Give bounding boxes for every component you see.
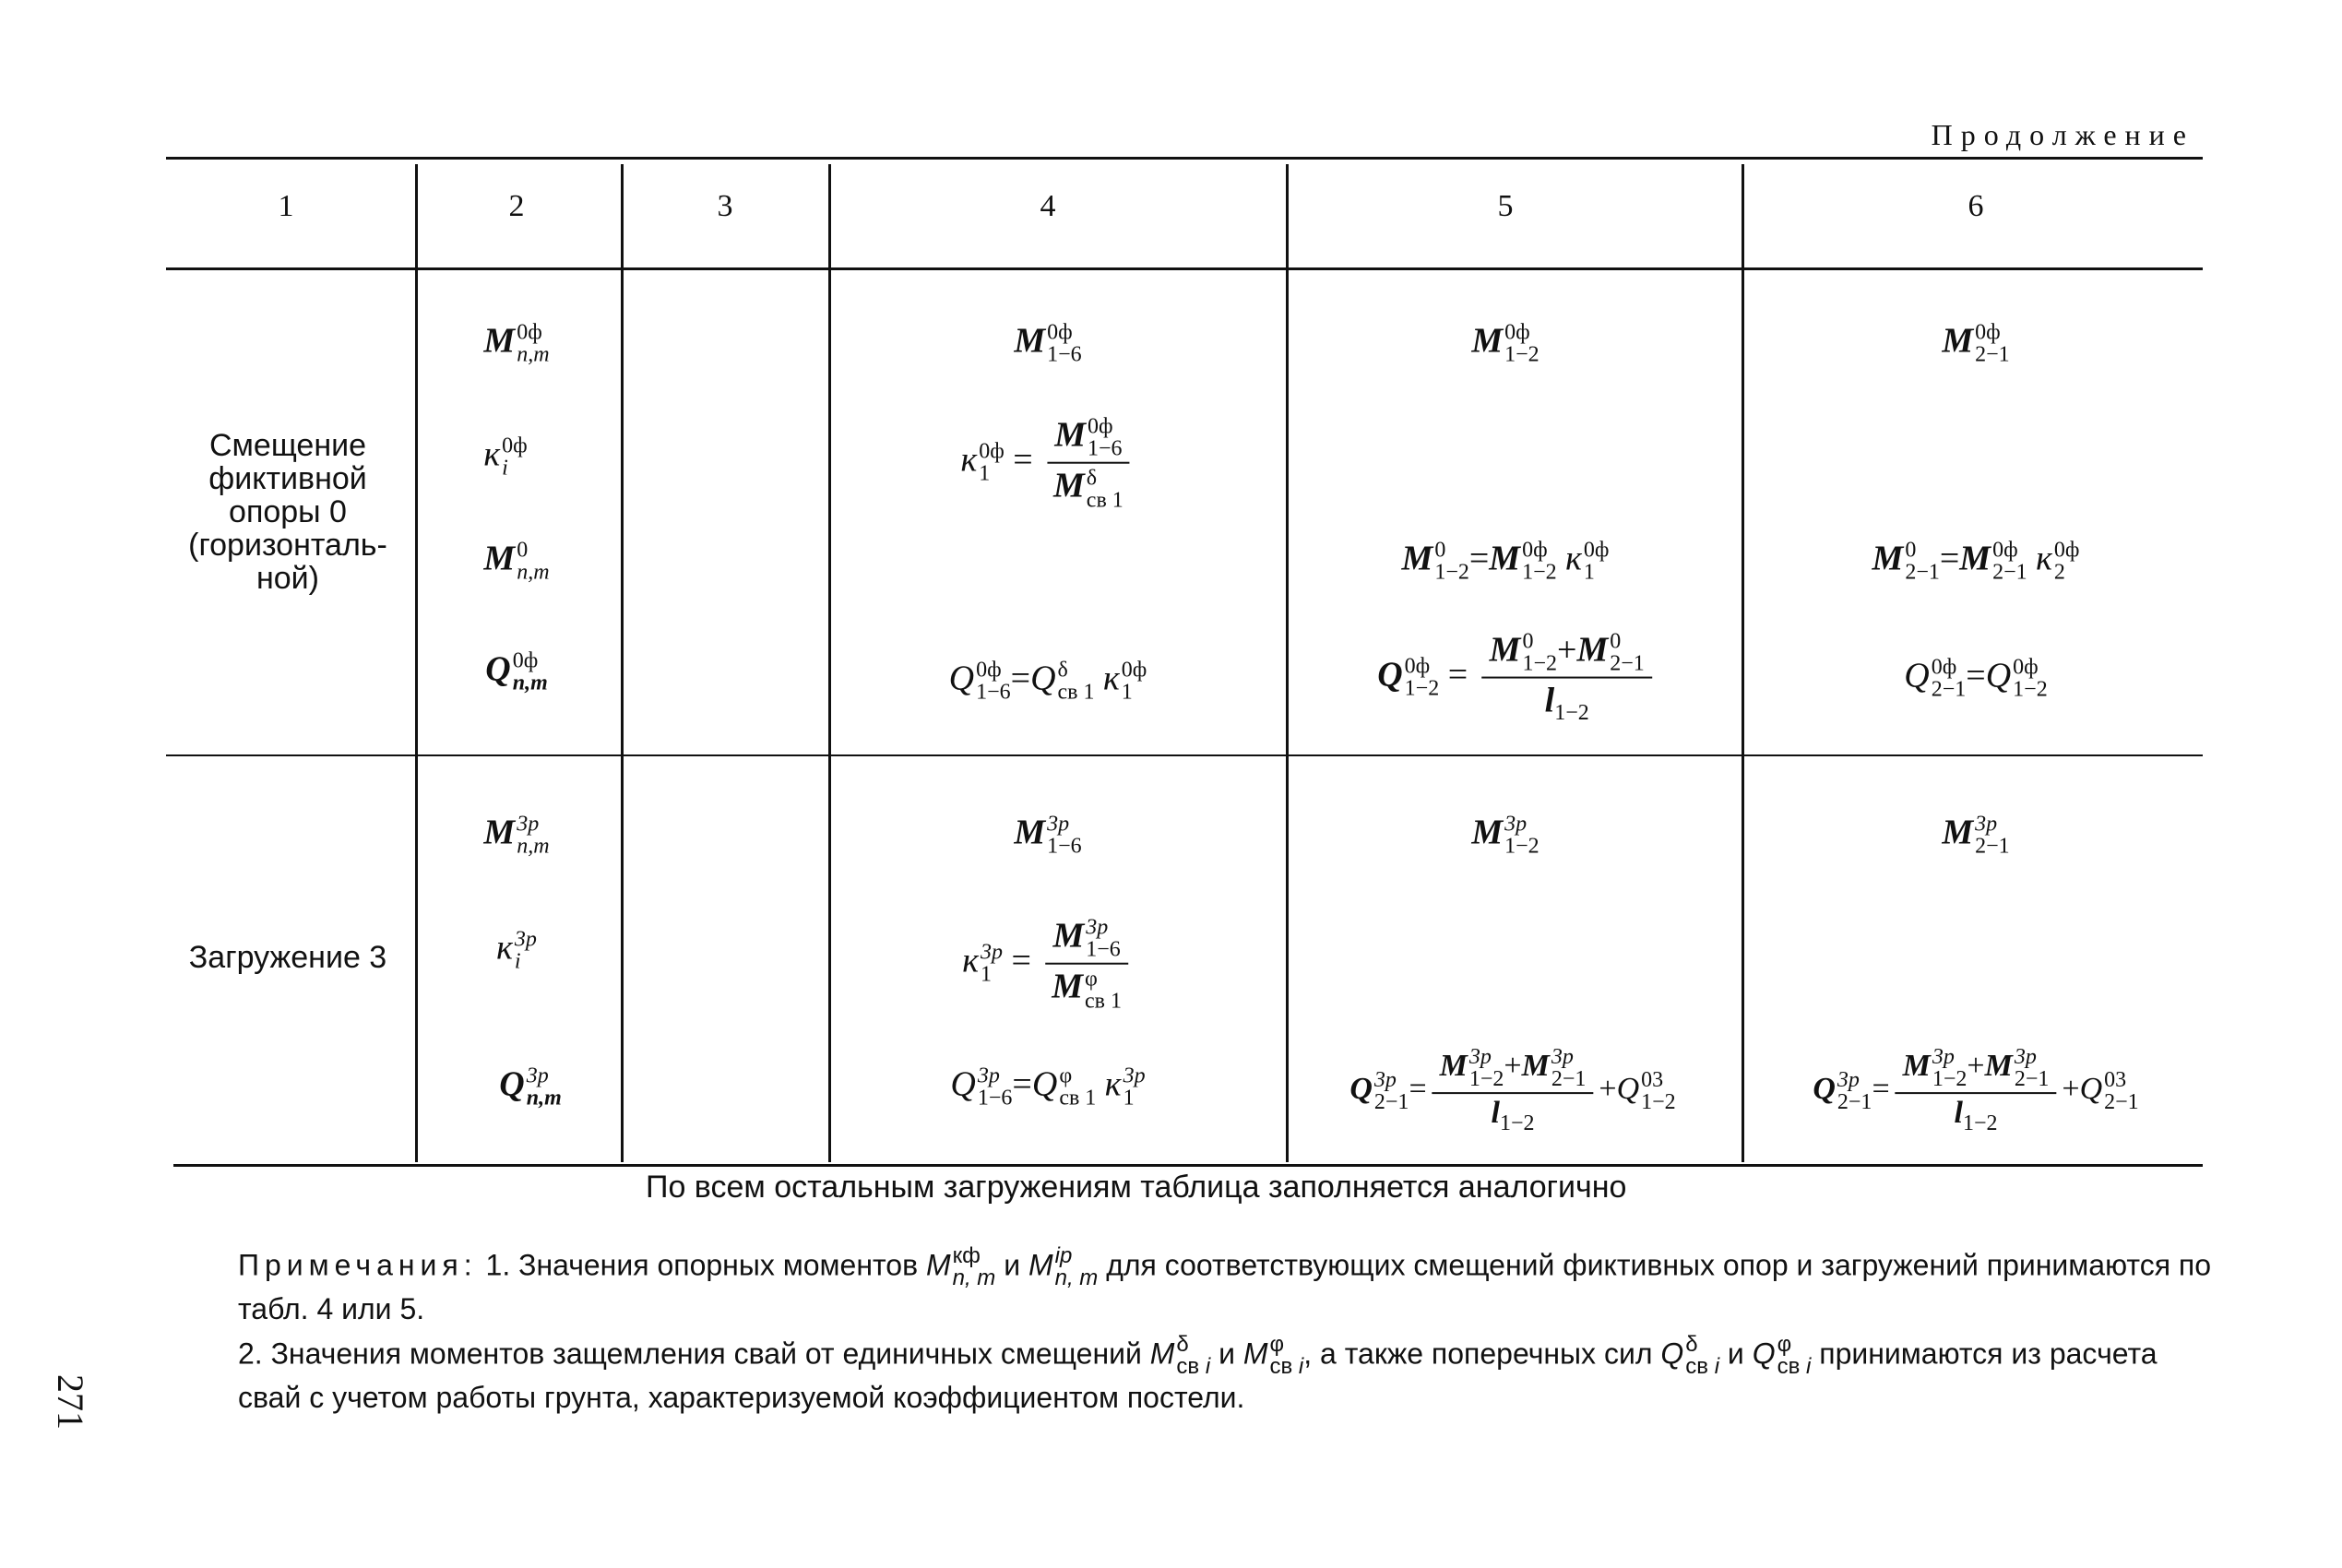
note-1: Примечания: 1. Значения опорных моментов M кф n, m и M ip n, m для соответствующих смещений фиктивных опор и загружений принимаются по табл. 4 или 5. bbox=[238, 1243, 2212, 1325]
row-label-line: фиктивной bbox=[208, 461, 367, 496]
formula-col4-Q0f: Q 0ф 1−6 =Q δ св 1 к 0ф 1 bbox=[948, 658, 1147, 705]
row-label-fictive-support-shift bbox=[188, 429, 387, 595]
formula-col5-Q0f: Q 0ф 1−2 = M 0 1−2 +M 0 2−1 $l_{1-2}$ bbox=[1377, 630, 1658, 727]
row-label-line: (горизонталь- bbox=[188, 528, 387, 563]
formula-col4-M0f: M 0ф 1−6 bbox=[1014, 320, 1082, 367]
col-divider bbox=[1742, 164, 1744, 1162]
formula-col2-Q3p: Q 3p n,m bbox=[499, 1063, 562, 1111]
row-label-line: Смещение bbox=[208, 428, 367, 463]
header-col-1: 1 bbox=[278, 189, 294, 223]
formula-col5-M3p: M 3p 1−2 bbox=[1471, 812, 1540, 859]
formula-col6-Q3p: Q 3p 2−1 = M 3p 1−2 +M 3p 2−1 $l_{1-2}$ +Q 03 2−1 bbox=[1813, 1045, 2139, 1135]
table-footer-note: По всем остальным загружениям таблица заполняется аналогично bbox=[646, 1170, 1627, 1205]
formula-col2-M0: M 0 n,m bbox=[483, 538, 550, 585]
row-label-line: Загружение 3 bbox=[188, 940, 387, 975]
row-label-line: ной) bbox=[256, 561, 319, 596]
note-1-text-b: и bbox=[1004, 1248, 1021, 1282]
formula-col2-k0f: к 0ф i bbox=[483, 434, 528, 481]
note-2: 2. Значения моментов защемления свай от единичных смещений M δ св i и M φ св i , а также поперечных сил Q δ св i и Q φ св i принимаются из расчета свай с учетом работы грунта, характеризуемой коэффициентом постели. bbox=[238, 1332, 2158, 1414]
notes-title: Примечания: bbox=[238, 1248, 478, 1282]
continued-label: Продолжение bbox=[1931, 118, 2194, 151]
page-number: 271 bbox=[50, 1374, 91, 1430]
table-group-rule bbox=[166, 754, 2203, 756]
formula-col5-M0: M 0 1−2 =M 0ф 1−2 к 0ф 1 bbox=[1401, 538, 1610, 585]
header-col-5: 5 bbox=[1497, 189, 1514, 223]
formula-col4-Q3p: Q 3p 1−6 =Q φ св 1 к 3p 1 bbox=[950, 1063, 1146, 1111]
formula-col5-M0f: M 0ф 1−2 bbox=[1471, 320, 1540, 367]
col-divider bbox=[415, 164, 418, 1162]
formula-col4-k3p: к 3p 1 = M 3p 1−6 M φ св 1 bbox=[962, 916, 1134, 1013]
row-label-loading-3 bbox=[189, 941, 386, 974]
note-2-text-c: , а также поперечных сил bbox=[1303, 1336, 1653, 1371]
header-col-3: 3 bbox=[717, 189, 733, 223]
col-divider bbox=[1286, 164, 1289, 1162]
formula-col2-M3p: M 3p n,m bbox=[483, 812, 550, 859]
formula-col6-M0f: M 0ф 2−1 bbox=[1942, 320, 2010, 367]
note-2-text-a: 2. Значения моментов защемления свай от единичных смещений bbox=[238, 1336, 1142, 1371]
table-bottom-rule bbox=[173, 1164, 2203, 1167]
table-header-rule bbox=[166, 267, 2203, 270]
notes-block bbox=[238, 1245, 2212, 1417]
note-2-text-d: и bbox=[1727, 1336, 1744, 1371]
col-divider bbox=[621, 164, 624, 1162]
table-top-rule bbox=[166, 157, 2203, 160]
formula-col5-Q3p: Q 3p 2−1 = M 3p 1−2 +M 3p 2−1 $l_{1-2}$ +Q 03 1−2 bbox=[1349, 1045, 1676, 1135]
note-1-text-a: 1. Значения опорных моментов bbox=[485, 1248, 919, 1282]
formula-col4-M3p: M 3p 1−6 bbox=[1014, 812, 1082, 859]
header-col-4: 4 bbox=[1040, 189, 1056, 223]
row-label-line: опоры 0 bbox=[229, 494, 347, 529]
note-2-text-b: и bbox=[1219, 1336, 1235, 1371]
note-2-text-e: принимаются из расчета свай с учетом работы грунта, характеризуемой коэффициентом постели. bbox=[238, 1336, 2158, 1414]
header-col-2: 2 bbox=[508, 189, 525, 223]
formula-col6-M0: M 0 2−1 =M 0ф 2−1 к 0ф 2 bbox=[1872, 538, 2080, 585]
header-col-6: 6 bbox=[1968, 189, 1984, 223]
note-1-text-c: для соответствующих смещений фиктивных опор и загружений принимаются по табл. 4 или 5. bbox=[238, 1248, 2212, 1325]
formula-col4-k0f: к 0ф 1 = M 0ф 1−6 M δ св 1 bbox=[960, 415, 1135, 512]
formula-col2-k3p: к 3p i bbox=[496, 927, 537, 974]
formula-col2-M0f: M 0ф n,m bbox=[483, 320, 550, 367]
formula-col2-Q0f: Q 0ф n,m bbox=[485, 648, 548, 695]
formula-col6-M3p: M 3p 2−1 bbox=[1942, 812, 2010, 859]
col-divider bbox=[828, 164, 831, 1162]
formula-col6-Q0f: Q 0ф 2−1 =Q 0ф 1−2 bbox=[1904, 655, 2048, 702]
